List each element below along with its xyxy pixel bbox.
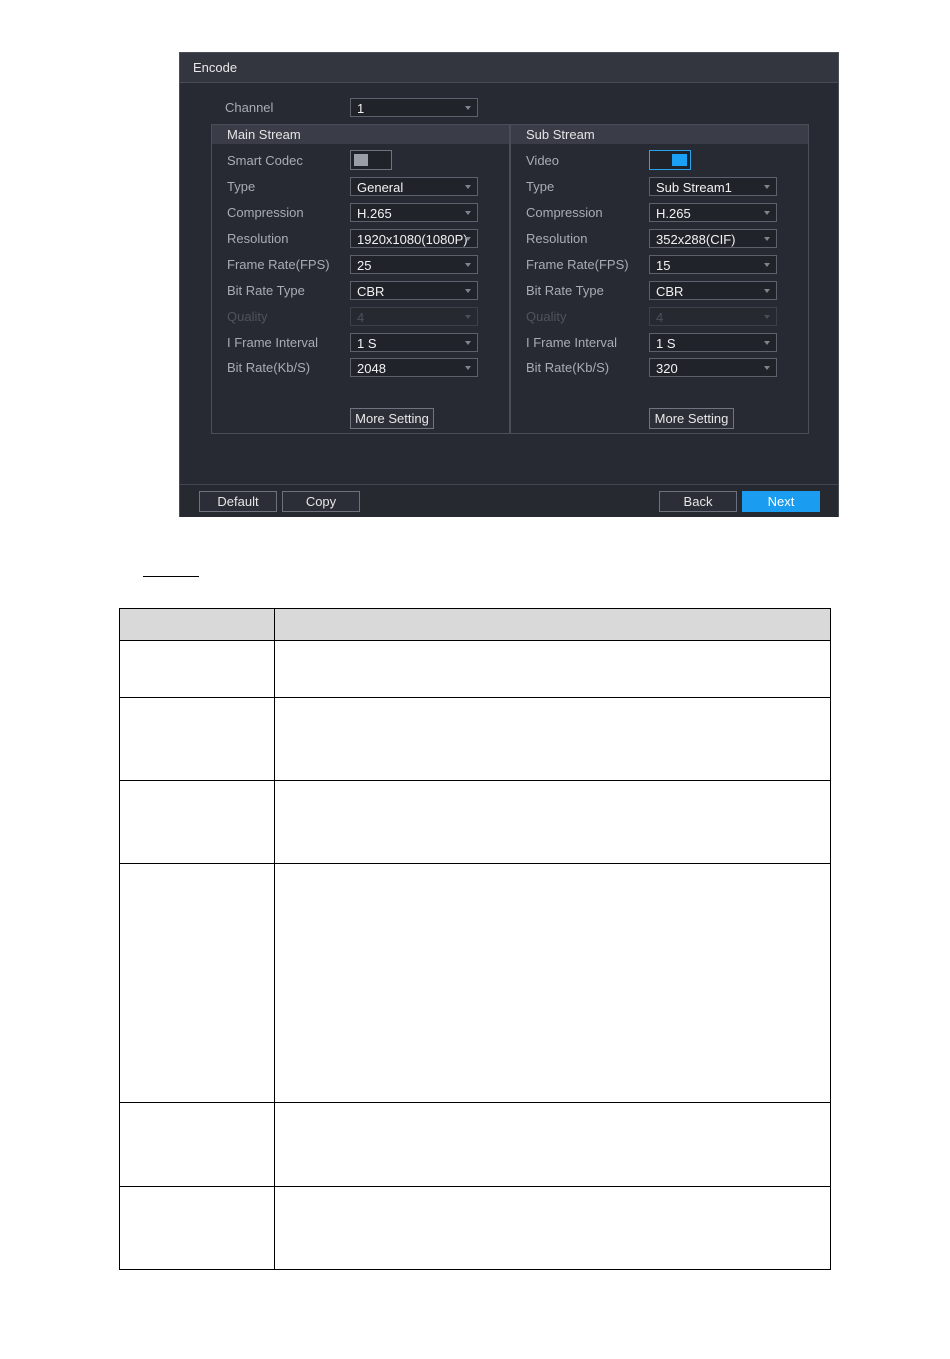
chevron-down-icon: [764, 263, 770, 267]
sub-bit-rate-type-select[interactable]: [649, 281, 777, 300]
toggle-knob: [672, 154, 687, 166]
sub-bit-rate-value: 320: [656, 361, 678, 376]
chevron-down-icon: [764, 185, 770, 189]
main-bit-rate-label: Bit Rate(Kb/S): [227, 360, 311, 375]
table-row-divider: [119, 1186, 831, 1187]
chevron-down-icon: [764, 366, 770, 370]
next-button-label: Next: [767, 494, 795, 509]
main-resolution-label: Resolution: [227, 231, 289, 246]
sub-compression-value: H.265: [656, 206, 691, 221]
main-stream-header: [212, 125, 509, 144]
smart-codec-toggle[interactable]: [350, 150, 392, 170]
table-row-divider: [119, 1102, 831, 1103]
table-column-divider: [119, 608, 120, 1270]
main-frame-rate-value: 25: [357, 258, 372, 273]
sub-compression-label: Compression: [526, 205, 603, 220]
table-header-row: [119, 608, 831, 640]
copy-button[interactable]: [282, 491, 360, 512]
sub-stream-title: Sub Stream: [526, 127, 595, 142]
sub-compression-select[interactable]: [649, 203, 777, 222]
copy-button-label: Copy: [305, 494, 337, 509]
sub-type-label: Type: [526, 179, 555, 194]
window-titlebar: [180, 53, 838, 83]
sub-resolution-label: Resolution: [526, 231, 588, 246]
main-bit-rate-select[interactable]: [350, 358, 478, 377]
sub-bit-rate-type-label: Bit Rate Type: [526, 283, 604, 298]
sub-type-select[interactable]: [649, 177, 777, 196]
window-title: Encode: [193, 60, 238, 75]
table-row-divider: [119, 1269, 831, 1270]
main-quality-label: Quality: [227, 309, 268, 324]
channel-label: Channel: [225, 100, 274, 115]
channel-value: 1: [357, 101, 365, 116]
sub-i-frame-label: I Frame Interval: [526, 335, 618, 350]
main-more-setting-button[interactable]: [350, 408, 434, 429]
main-more-setting-label: More Setting: [355, 411, 429, 426]
main-frame-rate-select[interactable]: [350, 255, 478, 274]
sub-stream-header: [511, 125, 808, 144]
sub-more-setting-label: More Setting: [654, 411, 729, 426]
sub-bit-rate-type-value: CBR: [656, 284, 684, 299]
channel-select[interactable]: [350, 98, 478, 117]
next-button[interactable]: [742, 491, 820, 512]
default-button-label: Default: [217, 494, 259, 509]
table-row-divider: [119, 780, 831, 781]
sub-quality-label: Quality: [526, 309, 567, 324]
main-compression-value: H.265: [357, 206, 392, 221]
sub-frame-rate-label: Frame Rate(FPS): [526, 257, 629, 272]
sub-stream-panel: [510, 124, 809, 434]
main-type-select[interactable]: [350, 177, 478, 196]
chevron-down-icon: [764, 341, 770, 345]
main-i-frame-select[interactable]: [350, 333, 478, 352]
main-bit-rate-type-select[interactable]: [350, 281, 478, 300]
main-bit-rate-type-label: Bit Rate Type: [227, 283, 305, 298]
table-row-divider: [119, 640, 831, 641]
back-button-label: Back: [683, 494, 713, 509]
sub-more-setting-button[interactable]: [649, 408, 734, 429]
main-i-frame-label: I Frame Interval: [227, 335, 319, 350]
toggle-knob: [354, 154, 368, 166]
table-column-divider: [830, 608, 831, 1270]
table-row-divider: [119, 863, 831, 864]
main-stream-title: Main Stream: [227, 127, 301, 142]
chevron-down-icon: [465, 185, 471, 189]
chevron-down-icon: [465, 315, 471, 319]
sub-quality-select: [649, 307, 777, 326]
main-type-value: General: [357, 180, 404, 195]
chevron-down-icon: [465, 237, 471, 241]
sub-bit-rate-label: Bit Rate(Kb/S): [526, 360, 610, 375]
main-compression-select[interactable]: [350, 203, 478, 222]
chevron-down-icon: [465, 211, 471, 215]
table-row-divider: [119, 697, 831, 698]
main-type-label: Type: [227, 179, 256, 194]
chevron-down-icon: [764, 315, 770, 319]
sub-resolution-value: 352x288(CIF): [656, 232, 736, 247]
smart-codec-label: Smart Codec: [227, 153, 303, 168]
sub-frame-rate-value: 15: [656, 258, 671, 273]
table-column-divider: [274, 608, 275, 1270]
default-button[interactable]: [199, 491, 277, 512]
sub-resolution-select[interactable]: [649, 229, 777, 248]
chevron-down-icon: [465, 106, 471, 110]
main-bit-rate-type-value: CBR: [357, 284, 385, 299]
sub-bit-rate-select[interactable]: [649, 358, 777, 377]
chevron-down-icon: [764, 211, 770, 215]
sub-frame-rate-select[interactable]: [649, 255, 777, 274]
window-footer: [180, 484, 838, 517]
main-resolution-value: 1920x1080(1080P): [357, 232, 468, 247]
video-label: Video: [526, 153, 560, 168]
chevron-down-icon: [764, 237, 770, 241]
main-quality-select: [350, 307, 478, 326]
main-i-frame-value: 1 S: [357, 336, 377, 351]
sub-i-frame-value: 1 S: [656, 336, 676, 351]
main-compression-label: Compression: [227, 205, 304, 220]
encode-window: [179, 52, 839, 517]
table-row-divider: [119, 608, 831, 609]
main-stream-panel: [211, 124, 510, 434]
main-frame-rate-label: Frame Rate(FPS): [227, 257, 330, 272]
main-resolution-select[interactable]: [350, 229, 478, 248]
sub-type-value: Sub Stream1: [656, 180, 732, 195]
chevron-down-icon: [465, 263, 471, 267]
sub-i-frame-select[interactable]: [649, 333, 777, 352]
chevron-down-icon: [465, 289, 471, 293]
main-quality-value: 4: [357, 310, 365, 325]
chevron-down-icon: [465, 341, 471, 345]
parameter-table: [119, 608, 831, 1270]
step-underline: [143, 576, 199, 577]
back-button[interactable]: [659, 491, 737, 512]
sub-quality-value: 4: [656, 310, 664, 325]
chevron-down-icon: [465, 366, 471, 370]
chevron-down-icon: [764, 289, 770, 293]
video-toggle[interactable]: [649, 150, 691, 170]
main-bit-rate-value: 2048: [357, 361, 386, 376]
